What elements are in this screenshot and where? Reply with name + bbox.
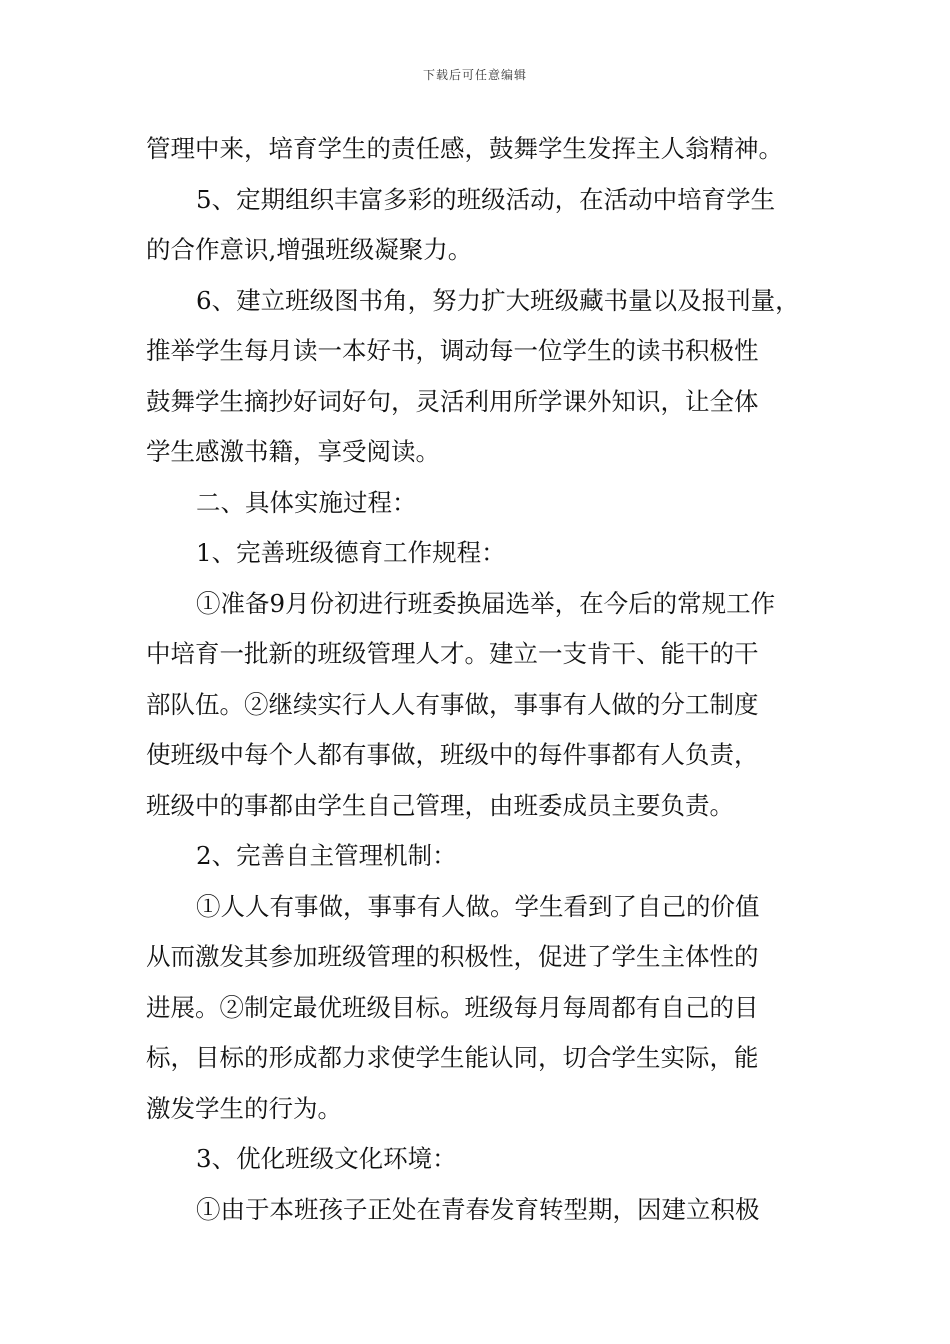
subsection-heading: 3、优化班级文化环境： xyxy=(196,1144,457,1173)
text-line: 管理中来，培育学生的责任感，鼓舞学生发挥主人翁精神。 xyxy=(146,134,783,163)
text-line: 推举学生每月读一本好书，调动每一位学生的读书积极性 xyxy=(146,336,759,365)
text-line: 鼓舞学生摘抄好词好句，灵活利用所学课外知识，让全体 xyxy=(146,386,759,416)
text-line: 部队伍。②继续实行人人有事做，事事有人做的分工制度 xyxy=(146,689,759,719)
document-body xyxy=(146,124,808,1235)
section-heading: 二、具体实施过程： xyxy=(196,487,417,517)
page-header-note: 下载后可任意编辑 xyxy=(422,68,527,82)
text-line: ①人人有事做，事事有人做。学生看到了自己的价值 xyxy=(196,891,760,921)
text-line: 学生感激书籍，享受阅读。 xyxy=(146,437,440,466)
subsection-heading: 1、完善班级德育工作规程： xyxy=(196,538,506,567)
text-line: 5、定期组织丰富多彩的班级活动，在活动中培育学生 xyxy=(196,184,776,214)
text-line: ①由于本班孩子正处在青春发育转型期，因建立积极 xyxy=(196,1194,760,1224)
text-line: 进展。②制定最优班级目标。班级每月每周都有自己的目 xyxy=(146,992,759,1022)
text-line: 6、建立班级图书角，努力扩大班级藏书量以及报刊量， xyxy=(196,285,800,315)
subsection-heading: 2、完善自主管理机制： xyxy=(196,841,457,870)
text-line: ①准备9月份初进行班委换届选举，在今后的常规工作 xyxy=(196,588,776,618)
text-line: 从而激发其参加班级管理的积极性，促进了学生主体性的 xyxy=(146,942,759,971)
text-line: 中培育一批新的班级管理人才。建立一支肯干、能干的干 xyxy=(146,639,759,668)
text-line: 的合作意识,增强班级凝聚力。 xyxy=(146,235,473,264)
text-line: 使班级中每个人都有事做，班级中的每件事都有人负责， xyxy=(146,740,759,769)
text-line: 班级中的事都由学生自己管理，由班委成员主要负责。 xyxy=(146,790,734,820)
text-line: 激发学生的行为。 xyxy=(146,1093,342,1123)
text-line: 标，目标的形成都力求使学生能认同，切合学生实际，能 xyxy=(146,1043,759,1072)
